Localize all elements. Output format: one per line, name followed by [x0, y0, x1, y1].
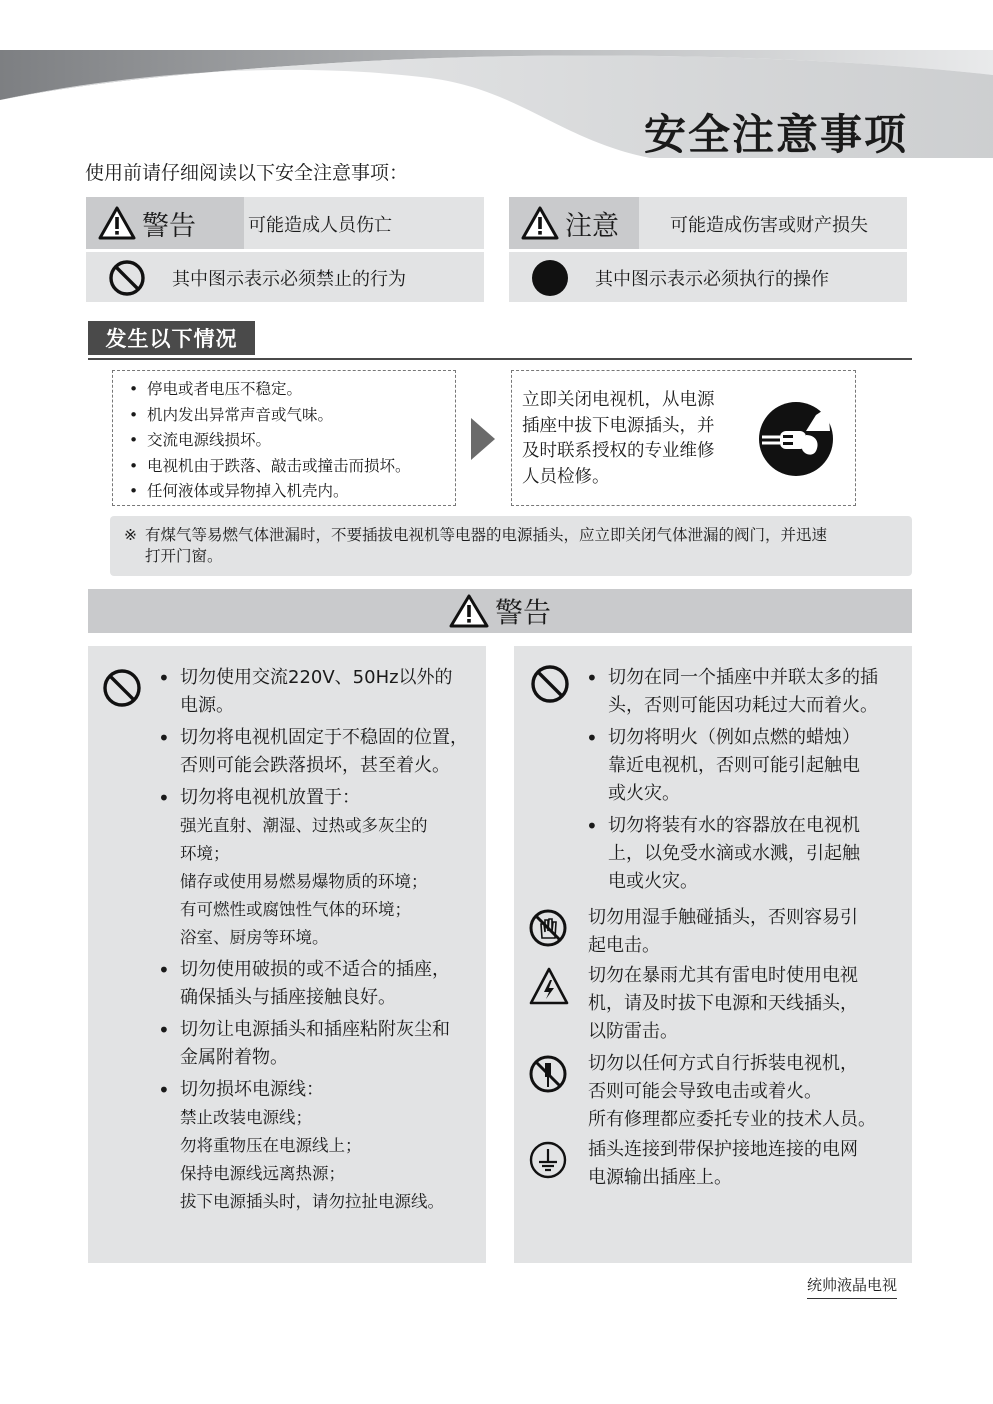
legend-warning-row-text: 其中图示表示必须禁止的行为	[172, 269, 406, 290]
list-item: • 切勿将装有水的容器放在电视机 上，以免受水滴或水溅，引起触 电或火灾。	[582, 812, 906, 896]
list-item: • 任何液体或异物掉入机壳内。	[123, 479, 445, 505]
gas-leak-note	[110, 516, 912, 576]
footer-brand: 统帅液晶电视	[807, 1274, 897, 1299]
section-divider	[88, 358, 912, 360]
action-line: 立即关闭电视机，从电源	[522, 390, 715, 410]
list-item: • 切勿让电源插头和插座粘附灰尘和 金属附着物。	[154, 1016, 480, 1072]
legend-warning-desc: 可能造成人员伤亡	[248, 215, 392, 236]
legend-warning-tag: 警告	[142, 210, 196, 242]
conditions-box	[112, 370, 456, 506]
right-warning-panel	[514, 646, 912, 1263]
section-title: 发生以下情况	[88, 321, 255, 355]
legend-caution-tag: 注意	[565, 210, 619, 242]
warning-triangle-icon	[98, 206, 136, 240]
list-item: • 切勿将电视机固定于不稳固的位置， 否则可能会跌落损坏，甚至着火。	[154, 724, 480, 780]
prohibited-icon	[102, 668, 142, 708]
list-item: • 机内发出异常声音或气味。	[123, 403, 445, 429]
page-title: 安全注意事项	[643, 110, 908, 159]
mandatory-action-icon	[531, 259, 569, 297]
no-disassembly-icon	[528, 1054, 568, 1094]
action-box	[511, 370, 856, 506]
list-item: • 停电或者电压不稳定。	[123, 377, 445, 403]
list-item: • 切勿使用交流220V、50Hz以外的 电源。	[154, 664, 480, 720]
lightning-warning-icon	[528, 966, 570, 1006]
legend-caution-row-text: 其中图示表示必须执行的操作	[595, 269, 829, 290]
list-item: • 切勿在同一个插座中并联太多的插 头，否则可能因功耗过大而着火。	[582, 664, 906, 720]
list-item: 插头连接到带保护接地连接的电网 电源输出插座上。	[588, 1139, 858, 1188]
note-line: 有煤气等易燃气体泄漏时，不要插拔电视机等电器的电源插头，应立即关闭气体泄漏的阀门，并迅速	[145, 526, 828, 544]
action-line: 插座中拔下电源插头，并	[522, 415, 715, 436]
list-item: • 切勿损坏电源线： 禁止改装电源线； 勿将重物压在电源线上； 保持电源线远离热源； 拔下电源插头时，请勿拉扯电源线。	[154, 1076, 480, 1216]
note-line: 打开门窗。	[145, 547, 223, 565]
prohibited-icon	[530, 664, 570, 704]
list-item: 切勿以任何方式自行拆装电视机， 否则可能会导致电击或着火。 所有修理都应委托专业的技术人员。	[588, 1053, 876, 1130]
list-item: • 电视机由于跌落、敲击或撞击而损坏。	[123, 454, 445, 480]
list-item: • 切勿使用破损的或不适合的插座， 确保插头与插座接触良好。	[154, 956, 480, 1012]
list-item: 切勿用湿手触碰插头，否则容易引 起电击。	[588, 907, 858, 956]
list-item: • 切勿将明火（例如点燃的蜡烛） 靠近电视机，否则可能引起触电 或火灾。	[582, 724, 906, 808]
legend-caution-desc: 可能造成伤害或财产损失	[670, 215, 868, 236]
unplug-icon	[758, 401, 834, 477]
warning-triangle-icon	[521, 206, 559, 240]
warning-bar-title: 警告	[494, 596, 551, 629]
note-mark: ※	[124, 526, 137, 544]
intro-text: 使用前请仔细阅读以下安全注意事项：	[85, 162, 409, 184]
legend-warning	[86, 197, 484, 302]
legend-caution	[509, 197, 907, 302]
arrow-right-icon	[471, 418, 495, 460]
warning-triangle-icon	[449, 594, 489, 628]
action-line: 人员检修。	[522, 466, 610, 487]
no-wet-hands-icon	[528, 908, 568, 948]
list-item: • 交流电源线损坏。	[123, 428, 445, 454]
left-warning-panel	[88, 646, 486, 1263]
list-item: • 切勿将电视机放置于： 强光直射、潮湿、过热或多灰尘的 环境； 储存或使用易燃易爆物质的环境； 有可燃性或腐蚀性气体的环境； 浴室、厨房等环境。	[154, 784, 480, 952]
prohibited-icon	[108, 259, 146, 297]
list-item: 切勿在暴雨尤其有雷电时使用电视 机，请及时拔下电源和天线插头， 以防雷击。	[588, 965, 858, 1042]
warning-bar	[88, 589, 912, 633]
ground-icon	[528, 1140, 568, 1180]
action-line: 及时联系授权的专业维修	[522, 441, 715, 461]
